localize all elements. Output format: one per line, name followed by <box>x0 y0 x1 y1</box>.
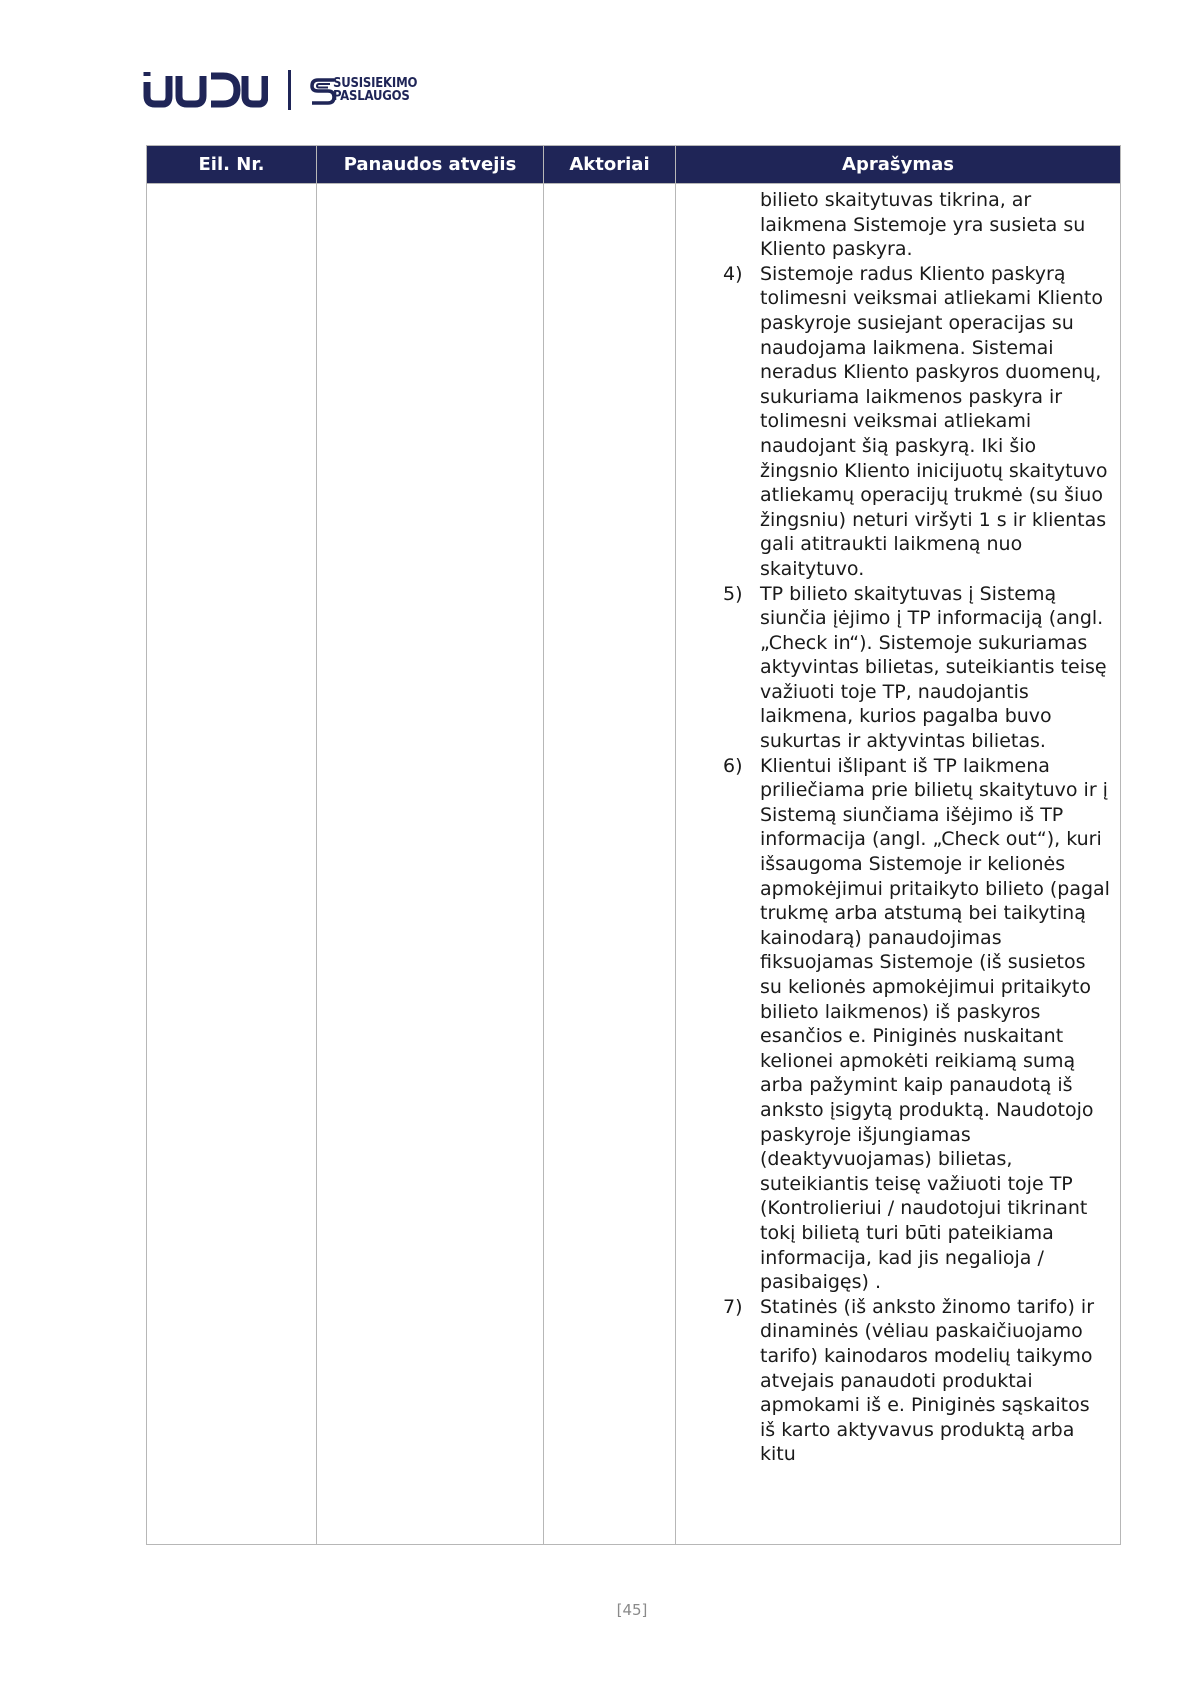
list-item <box>676 262 1120 582</box>
list-item <box>676 582 1120 754</box>
list-item-text: Klientui išlipant iš TP laikmena priliečiama prie bilietų skaitytuvo ir į Sistemą siunčiama išėjimo iš TP informacija (angl. „Check out“), kuri išsaugoma Sistemoje ir kelionės apmokėjimui pritaikyto bilieto (pagal trukmę arba atstumą bei taikytiną kainodarą) panaudojimas fiksuojamas Sistemoje (iš susietos su kelionės apmokėjimui pritaikyto bilieto laikmenos) iš paskyros esančios e. Piniginės nuskaitant kelionei apmokėti reikiamą sumą arba pažymint kaip panaudotą iš anksto įsigytą produktą. Naudotojo paskyroje išjungiamas (deaktyvuojamas) bilietas, suteikiantis teisę važiuoti toje TP (Kontrolieriui / naudotojui tikrinant tokį bilietą turi būti pateikiama informacija, kad jis negalioja / pasibaigęs) . <box>760 754 1110 1294</box>
table-row <box>147 184 1121 1545</box>
cell-panaudos-atvejis <box>317 184 544 1545</box>
column-header-aktoriai: Aktoriai <box>544 146 676 184</box>
cell-aktoriai <box>544 184 676 1545</box>
list-item-number: 5) <box>723 582 743 605</box>
column-header-aprasymas: Aprašymas <box>676 146 1121 184</box>
logo-text-line1: SUSISIEKIMO <box>333 76 418 91</box>
list-item <box>676 1295 1120 1467</box>
judu-logo <box>143 72 268 108</box>
list-item <box>676 188 1120 262</box>
list-item <box>676 754 1120 1295</box>
page-number: [45] <box>616 1601 648 1619</box>
logo-separator <box>288 70 291 110</box>
list-item-text: TP bilieto skaitytuvas į Sistemą siunčia įėjimo į TP informaciją (angl. „Check in“). Sistemoje sukuriamas aktyvintas bilietas, suteikiantis teisę važiuoti toje TP, naudojantis laikmena, kurios pagalba buvo sukurtas ir aktyvintas bilietas. <box>760 582 1107 753</box>
judu-logo-text: JUDU <box>143 72 146 73</box>
list-item-text: Sistemoje radus Kliento paskyrą tolimesni veiksmai atliekami Kliento paskyroje susiejant operacijas su naudojama laikmena. Sistemai neradus Kliento paskyros duomenų, sukuriama laikmenos paskyra ir tolimesni veiksmai atliekami naudojant šią paskyrą. Iki šio žingsnio Kliento inicijuotų skaitytuvo atliekamų operacijų trukmė (su šiuo žingsniu) neturi viršyti 1 s ir klientas gali atitraukti laikmeną nuo skaitytuvo. <box>760 262 1108 580</box>
cell-eil-nr <box>147 184 317 1545</box>
description-list <box>676 184 1120 1467</box>
list-item-text: Statinės (iš anksto žinomo tarifo) ir dinaminės (vėliau paskaičiuojamo tarifo) kainodaros modelių taikymo atvejais panaudoti produktai apmokami iš e. Piniginės sąskaitos iš karto aktyvavus produktą arba kitu <box>760 1295 1095 1466</box>
list-item-number: 7) <box>723 1295 743 1318</box>
use-case-table <box>146 145 1121 1545</box>
logo-text-line2: PASLAUGOS <box>333 89 410 104</box>
list-item-number: 4) <box>723 262 743 285</box>
cell-aprasymas <box>676 184 1121 1545</box>
column-header-panaudos-atvejis: Panaudos atvejis <box>317 146 544 184</box>
header-logos <box>143 68 543 112</box>
table-header-row <box>147 146 1121 184</box>
list-item-number: 6) <box>723 754 743 777</box>
column-header-eil-nr: Eil. Nr. <box>147 146 317 184</box>
list-item-text: bilieto skaitytuvas tikrina, ar laikmena Sistemoje yra susieta su Kliento paskyra. <box>760 189 1086 261</box>
